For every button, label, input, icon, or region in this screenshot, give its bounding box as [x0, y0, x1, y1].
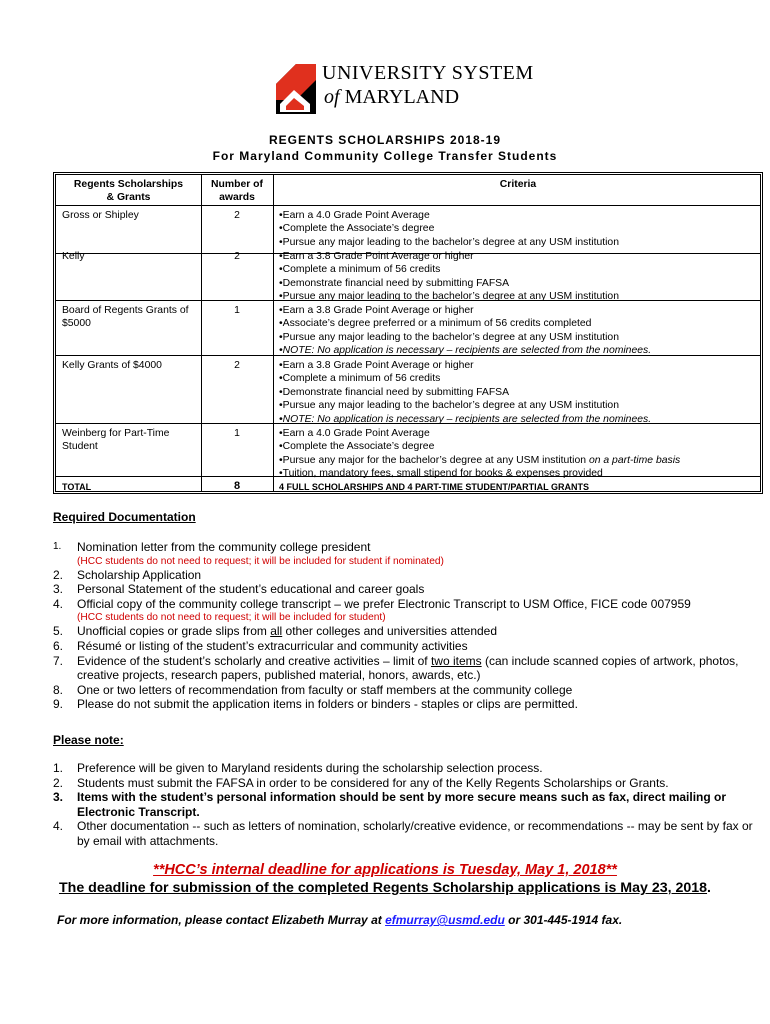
list-item: 1. Nomination letter from the community college president (HCC students do not need to request; it will be included for student if nominated): [53, 540, 444, 567]
award-count: 2: [234, 251, 240, 262]
list-item: 8. One or two letters of recommendation from faculty or staff members at the community college: [53, 682, 573, 697]
list-item: 6. Résumé or listing of the student’s extracurricular and community activities: [53, 638, 468, 653]
header-award-count: Number of awards: [211, 179, 263, 203]
page-title: REGENTS SCHOLARSHIPS 2018-19: [268, 133, 502, 147]
logo-text-line2: of MARYLAND: [324, 86, 460, 108]
logo-text-line1: UNIVERSITY SYSTEM: [322, 62, 534, 84]
header-award-name: Regents Scholarships & Grants: [73, 179, 184, 203]
list-item: 5. Unofficial copies or grade slips from all other colleges and universities attended: [53, 624, 498, 639]
email-link[interactable]: efmurray@usmd.edu: [385, 913, 505, 927]
award-criteria: •Earn a 3.8 Grade Point Average or higher •Associate’s degree preferred or a minimum of 56 credits completed •Pursue any major leading to the bachelor’s degree at any USM institution •NOTE: No application is necessary – recipients are selected from the nominees.: [279, 305, 652, 357]
total-count: 8: [233, 480, 241, 492]
award-count: 2: [234, 210, 240, 221]
header-criteria: Criteria: [499, 179, 537, 190]
award-name: Kelly Grants of $4000: [62, 360, 162, 371]
total-label: TOTAL: [62, 482, 92, 492]
list-item: 9. Please do not submit the application items in folders or binders - staples or clips are permitted.: [53, 697, 578, 712]
award-criteria: •Earn a 4.0 Grade Point Average •Complete the Associate’s degree •Pursue any major for the bachelor’s degree at any USM institution on a part-time basis •Tuition, mandatory fees, small stipend for books & expenses provided: [279, 428, 681, 480]
list-item: 3. Personal Statement of the student’s educational and career goals: [53, 582, 425, 597]
awards-table: [53, 172, 763, 494]
hcc-deadline: **HCC’s internal deadline for applications is Tuesday, May 1, 2018**: [153, 862, 617, 878]
main-deadline: The deadline for submission of the completed Regents Scholarship applications is May 23, 2018.: [58, 880, 711, 896]
award-criteria: •Earn a 3.8 Grade Point Average or higher •Complete a minimum of 56 credits •Demonstrate financial need by submitting FAFSA •Pursue any major leading to the bachelor’s degree at any USM institution •NOTE: No application is necessary – recipients are selected from the nominees.: [279, 360, 652, 425]
required-heading: Required Documentation: [53, 510, 196, 524]
award-criteria: •Earn a 3.8 Grade Point Average or higher •Complete a minimum of 56 credits •Demonstrate financial need by submitting FAFSA •Pursue any major leading to the bachelor’s degree at any USM institution: [279, 251, 619, 303]
contact-info: For more information, please contact Elizabeth Murray at efmurray@usmd.edu or 301-445-1914 fax.: [57, 913, 623, 927]
award-name: Board of Regents Grants of $5000: [62, 305, 189, 330]
award-name: Gross or Shipley: [62, 210, 139, 221]
list-item: 7. Evidence of the student’s scholarly and creative activities – limit of two items (can include scanned copies of artwork, photos, creative projects, research papers, published material, honors, awards, etc.): [53, 653, 739, 683]
award-count: 1: [234, 428, 240, 439]
total-summary: 4 FULL SCHOLARSHIPS AND 4 PART-TIME STUDENT/PARTIAL GRANTS: [279, 482, 590, 492]
required-list: [53, 540, 763, 712]
list-item: 2. Students must submit the FAFSA in order to be considered for any of the Kelly Regents Scholarships or Grants.: [53, 775, 669, 790]
list-item: 2. Scholarship Application: [53, 567, 202, 582]
list-item: 4. Official copy of the community college transcript – we prefer Electronic Transcript to USM Office, FICE code 007959 (HCC students do not need to request; it will be included for student): [53, 596, 691, 624]
award-count: 1: [234, 305, 240, 316]
list-item: 3. Items with the student’s personal information should be sent by more secure means such as fax, direct mailing or Electronic Transcript.: [53, 790, 727, 819]
note-list: [53, 761, 763, 849]
award-criteria: •Earn a 4.0 Grade Point Average •Complete the Associate’s degree •Pursue any major leading to the bachelor’s degree at any USM institution: [279, 210, 619, 248]
award-count: 2: [234, 360, 240, 371]
award-name: Kelly: [62, 251, 85, 262]
award-name: Weinberg for Part-Time Student: [62, 428, 170, 453]
list-item: 1. Preference will be given to Maryland residents during the scholarship selection process.: [53, 761, 543, 775]
note-heading: Please note:: [53, 733, 124, 747]
page-subtitle: For Maryland Community College Transfer Students: [212, 149, 558, 163]
list-item: 4. Other documentation -- such as letters of nomination, scholarly/creative evidence, or recommendations -- may be sent by fax or by email with attachments.: [53, 819, 753, 848]
